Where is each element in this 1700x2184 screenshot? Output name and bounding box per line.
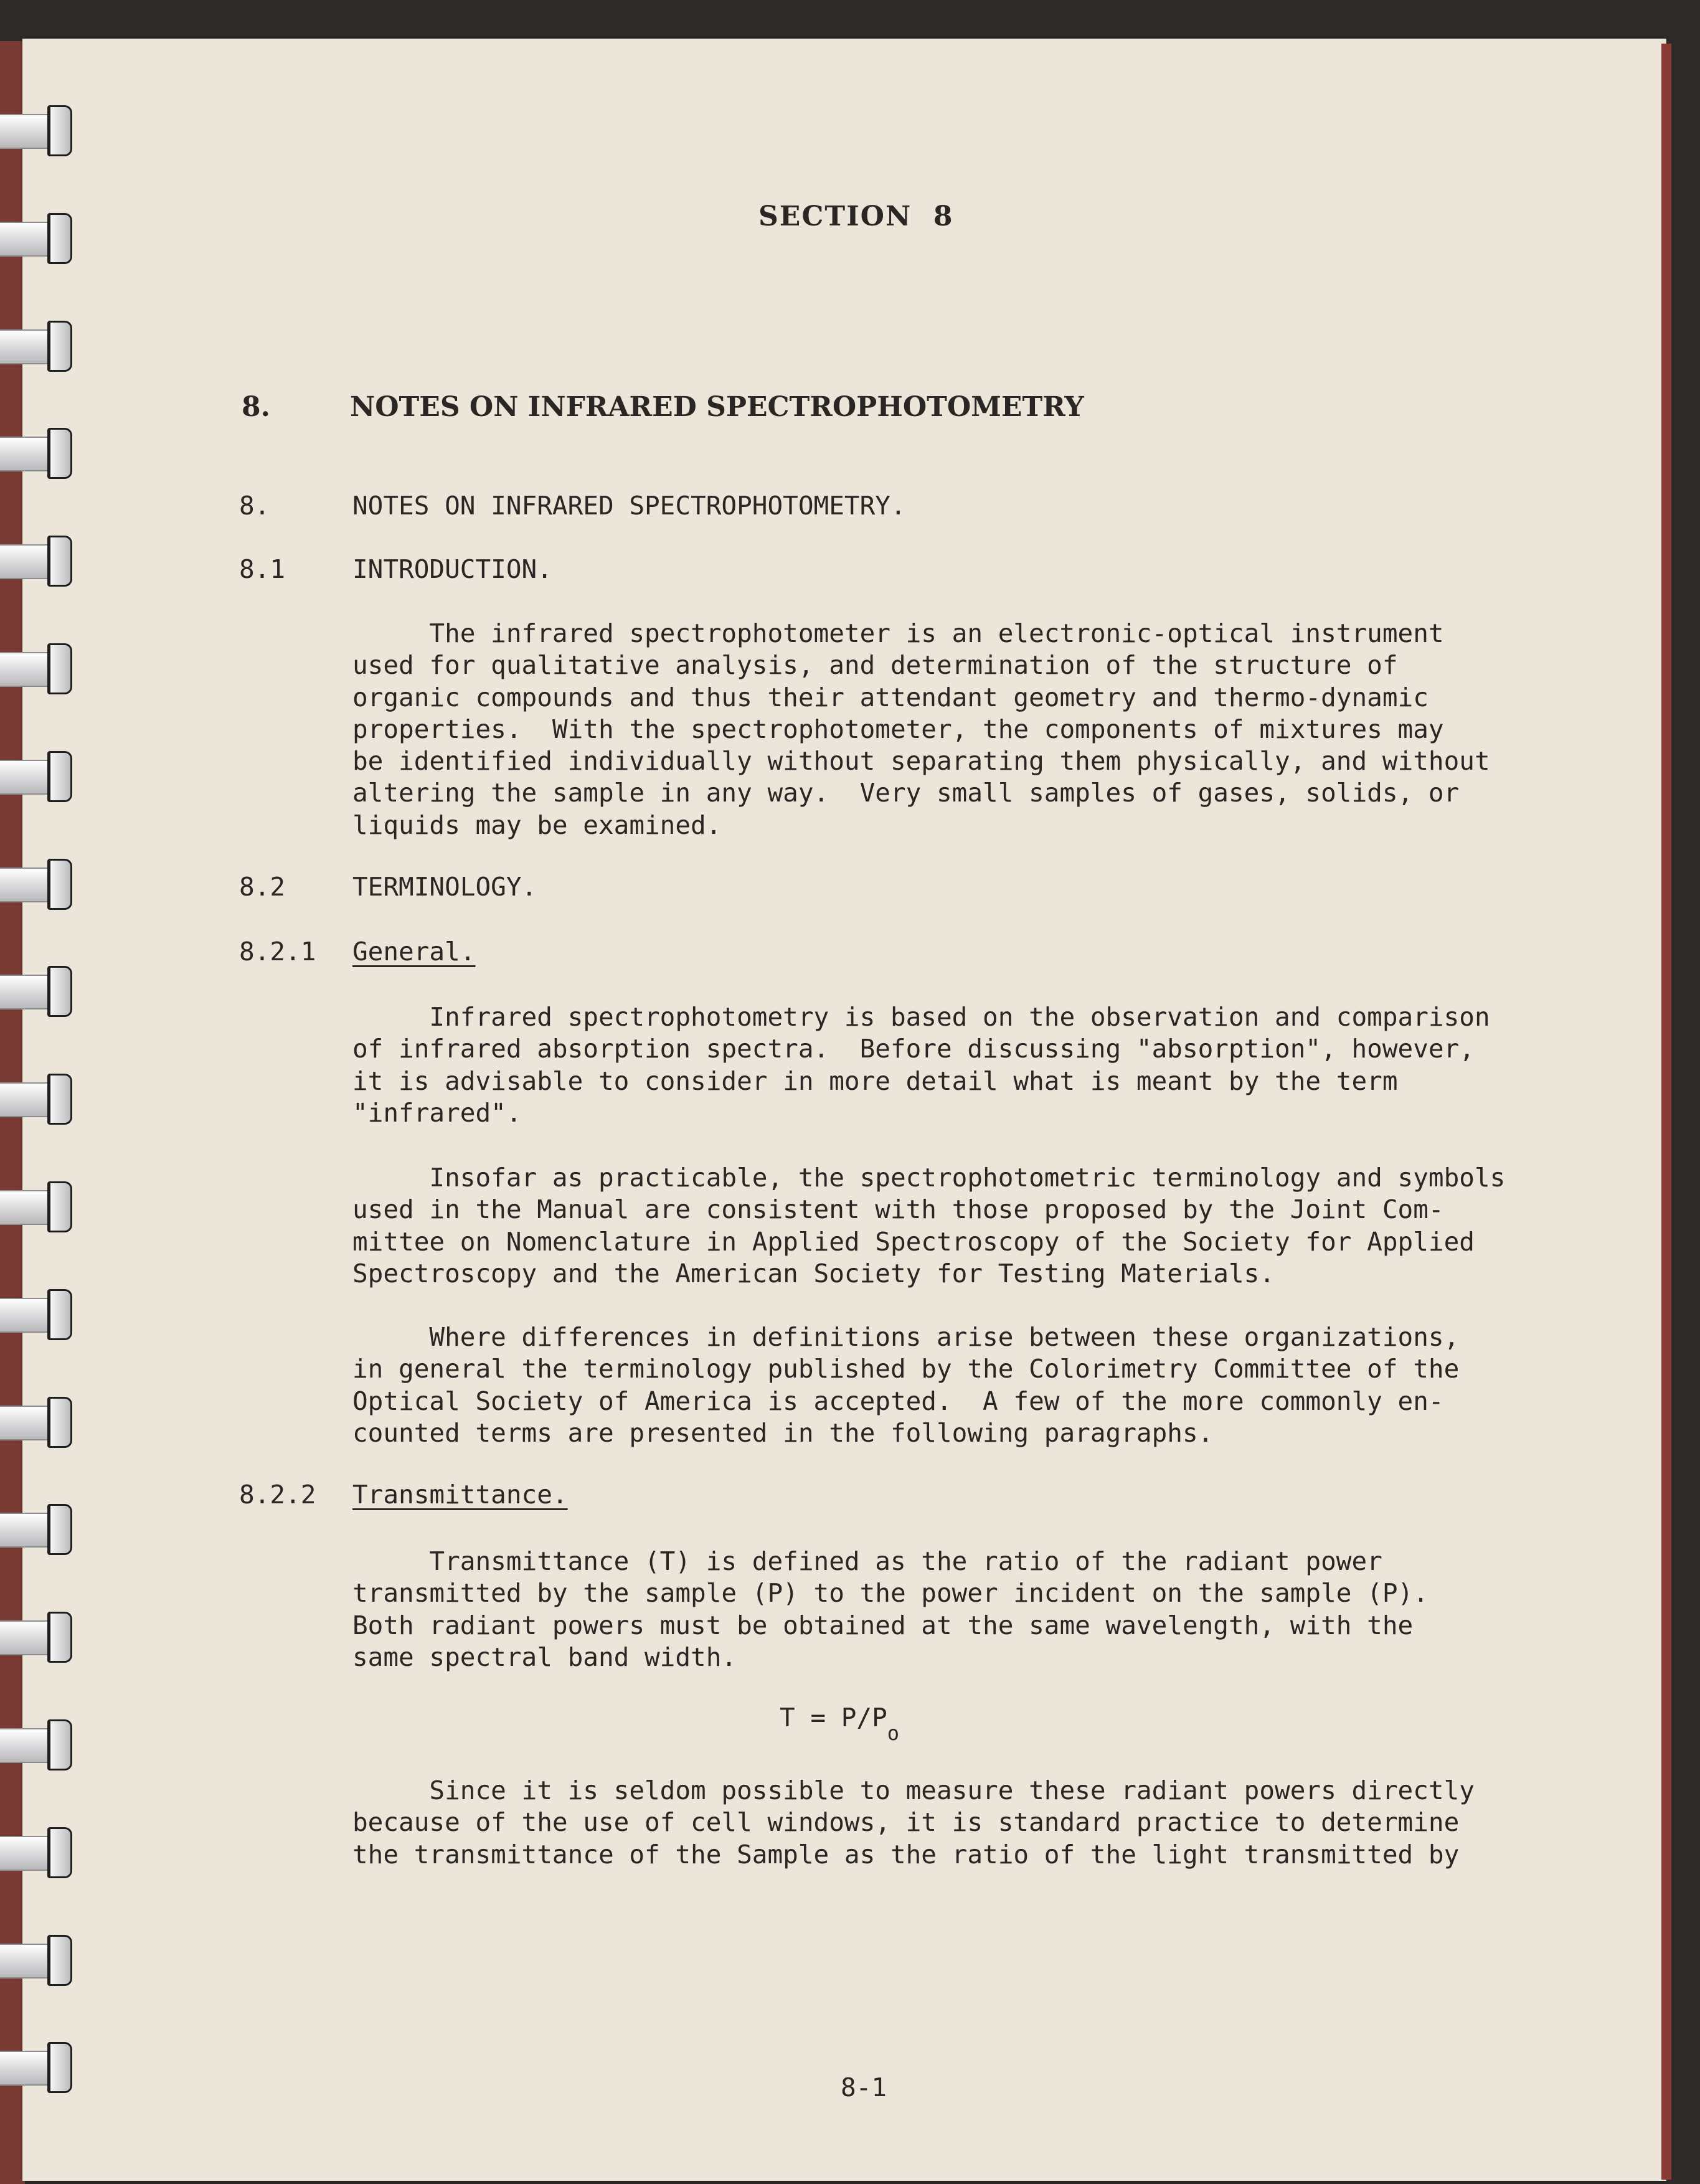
equation-main: T = P/P (780, 1703, 887, 1733)
binding-ring-clip (47, 751, 72, 802)
binding-ring-loop (0, 544, 51, 579)
section-8-2-2-number: 8.2.2 (239, 1480, 316, 1510)
binding-ring-loop (0, 329, 51, 364)
section-8-number: 8. (239, 491, 270, 521)
binding-ring (0, 2040, 76, 2093)
binding-ring (0, 1825, 76, 1878)
binding-ring (0, 963, 76, 1017)
binding-ring (0, 318, 76, 372)
binding-ring-loop (0, 1728, 51, 1763)
binding-ring (0, 533, 76, 587)
binding-ring-loop (0, 652, 51, 687)
transmittance-equation (780, 1703, 900, 1745)
binding-ring-loop (0, 1944, 51, 1978)
binding-ring-loop (0, 975, 51, 1009)
binding-ring (0, 749, 76, 802)
binding-ring-clip (47, 2042, 72, 2093)
binding-ring-loop (0, 1082, 51, 1117)
binding-ring-loop (0, 222, 51, 257)
transmittance-paragraph-1: Transmittance (T) is defined as the ratio of the radiant power transmitted by the sample (P) to the power incident on the sample (P). Both radiant powers must be obtained at the same wavelength, with the same spectral band width. (352, 1546, 1428, 1672)
section-8-2-1-number: 8.2.1 (239, 937, 316, 967)
binding-ring (0, 103, 76, 156)
section-title: SECTION 8 (758, 201, 954, 232)
page-number: 8-1 (841, 2073, 887, 2102)
binding-ring-loop (0, 1513, 51, 1548)
binding-ring-clip (47, 1289, 72, 1340)
binding-ring-clip (47, 643, 72, 694)
binding-ring-clip (47, 859, 72, 910)
binding-ring-clip (47, 1612, 72, 1663)
section-8-2-heading: TERMINOLOGY. (352, 872, 537, 902)
transmittance-paragraph-2: Since it is seldom possible to measure these radiant powers directly because of the use of cell windows, it is standard practice to determine the transmittance of the Sample as the ratio of the light transmitted by (352, 1775, 1475, 1870)
section-8-2-number: 8.2 (239, 872, 286, 902)
binding-ring-loop (0, 760, 51, 795)
binding-ring (0, 1932, 76, 1986)
binding-ring-loop (0, 2051, 51, 2086)
binding-ring-clip (47, 321, 72, 372)
binding-ring-loop (0, 1298, 51, 1333)
equation-subscript: o (887, 1721, 900, 1745)
section-8-1-number: 8.1 (239, 554, 286, 584)
binding-ring-clip (47, 428, 72, 479)
chapter-number: 8. (242, 391, 270, 423)
section-8-2-2-heading: Transmittance. (352, 1480, 568, 1510)
binding-ring-loop (0, 1406, 51, 1440)
binding-ring (0, 210, 76, 264)
general-paragraph-1: Infrared spectrophotometry is based on the observation and comparison of infrared absorption spectra. Before discussing "absorption", however, it is advisable to consider in more detail what is meant by the term "infrared". (352, 1002, 1490, 1128)
binding-ring (0, 1071, 76, 1125)
general-paragraph-3: Where differences in definitions arise between these organizations, in general the terminology published by the Colorimetry Committee of the Optical Society of America is accepted. A few of the more commonly en- counted terms are presented in the following paragraphs. (352, 1322, 1460, 1448)
binding-ring (0, 1287, 76, 1340)
binding-ring (0, 856, 76, 910)
binding-ring-clip (47, 536, 72, 587)
section-8-2-1-heading: General. (352, 937, 476, 967)
binding-ring-clip (47, 1181, 72, 1232)
binding-ring-clip (47, 1397, 72, 1448)
binding-ring (0, 1609, 76, 1663)
binding-ring-clip (47, 966, 72, 1017)
binding-ring (0, 641, 76, 694)
section-8-heading: NOTES ON INFRARED SPECTROPHOTOMETRY. (352, 491, 906, 521)
binding-ring-clip (47, 105, 72, 156)
binding-ring-clip (47, 1827, 72, 1878)
binding-ring-clip (47, 1935, 72, 1986)
binding-ring-loop (0, 1836, 51, 1871)
binding-ring-loop (0, 1190, 51, 1225)
binding-ring (0, 425, 76, 479)
binding-ring-loop (0, 437, 51, 471)
binding-ring (0, 1179, 76, 1232)
binding-ring (0, 1394, 76, 1448)
binding-ring-clip (47, 1074, 72, 1125)
binding-ring-clip (47, 213, 72, 264)
binding-ring (0, 1717, 76, 1770)
binding-ring-clip (47, 1504, 72, 1555)
general-paragraph-2: Insofar as practicable, the spectrophotometric terminology and symbols used in the Manual are consistent with those proposed by the Joint Com- mittee on Nomenclature in Applied Spectroscopy of the Society for Applied Spectroscopy and the American Society for Testing Materials. (352, 1163, 1506, 1288)
binding-ring-clip (47, 1719, 72, 1770)
chapter-title: NOTES ON INFRARED SPECTROPHOTOMETRY (350, 391, 1084, 423)
binding-ring-loop (0, 114, 51, 149)
page-edge-stack (1661, 44, 1671, 2180)
binding-ring-loop (0, 1620, 51, 1655)
section-8-1-heading: INTRODUCTION. (352, 554, 552, 584)
intro-paragraph: The infrared spectrophotometer is an electronic-optical instrument used for qualitative analysis, and determination of the structure of organic compounds and thus their attendant geometry and thermo-dynamic properties. With the spectrophotometer, the components of mixtures may be identified individually without separating them physically, and without altering the sample in any way. Very small samples of gases, solids, or liquids may be examined. (352, 618, 1490, 840)
binding-ring-loop (0, 867, 51, 902)
binding-ring (0, 1501, 76, 1555)
